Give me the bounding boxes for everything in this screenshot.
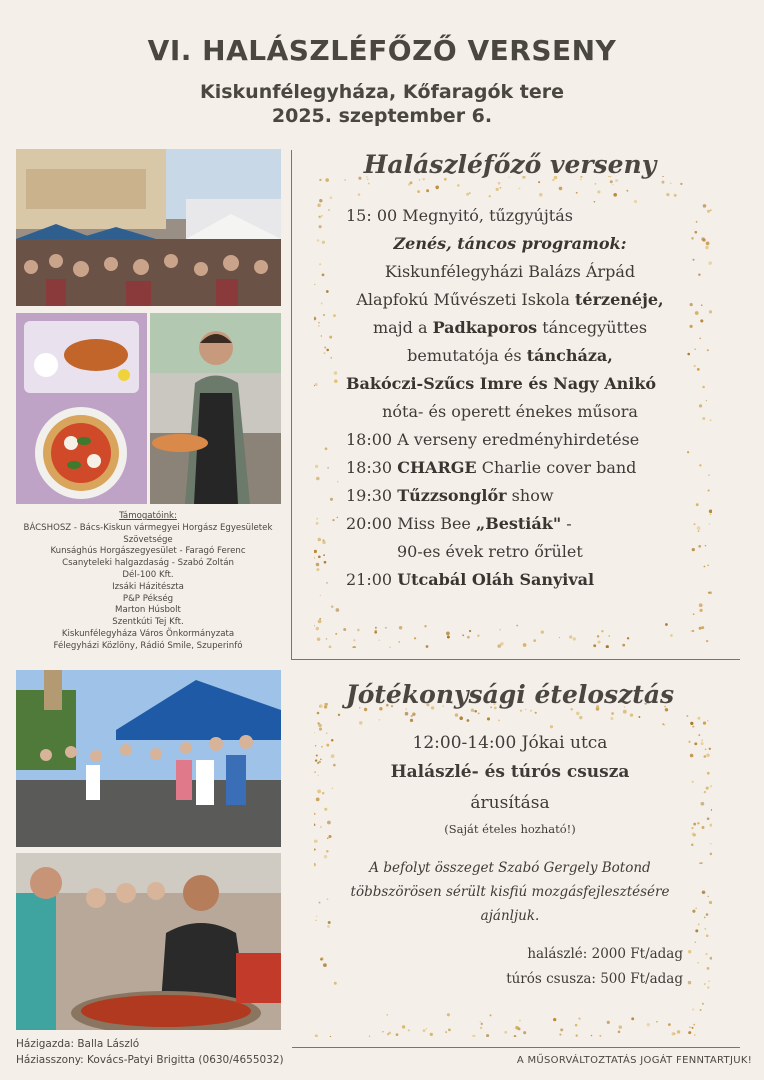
price-fish-soup: halászlé: 2000 Ft/adag: [527, 946, 683, 962]
program-line: Bakóczi-Szűcs Imre és Nagy Anikó: [346, 374, 657, 393]
charity-title: Jótékonysági ételosztás: [345, 680, 675, 709]
vertical-divider: [291, 150, 292, 660]
program-title: Halászléfőző verseny: [363, 150, 657, 179]
event-location: Kiskunfélegyháza, Kőfaragók tere: [199, 81, 564, 103]
supporter-item: BÁCSHOSZ - Bács-Kiskun vármegyei Horgász Egyesületek: [23, 522, 273, 533]
program-music-heading: Zenés, táncos programok:: [393, 234, 627, 253]
charity-sale: árusítása: [470, 793, 550, 813]
program-line: majd a Padkaporos táncegyüttes: [372, 318, 648, 337]
charity-paragraph: többszörösen sérült kisfiú mozgásfejlesztésére: [350, 884, 670, 900]
supporter-item: Szentkúti Tej Kft.: [112, 617, 184, 628]
program-miss-bee: 20:00 Miss Bee „Bestiák" -: [346, 514, 572, 533]
charity-paragraph: A befolyt összeget Szabó Gergely Botond: [369, 860, 651, 876]
program-line: 90-es évek retro őrület: [397, 542, 583, 561]
supporter-item: Izsáki Házitészta: [112, 581, 184, 592]
program-line: Kiskunfélegyházi Balázs Árpád: [384, 262, 636, 281]
supporters-list: [16, 511, 280, 653]
price-turos-csusza: túrós csusza: 500 Ft/adag: [506, 971, 683, 987]
event-date: 2025. szeptember 6.: [271, 105, 493, 127]
charity-time: 12:00-14:00 Jókai utca: [412, 733, 608, 753]
supporter-item: Félegyházi Közlöny, Rádió Smile, Szuperinfó: [53, 640, 243, 651]
page-title: VI. HALÁSZLÉFŐZŐ VERSENY: [147, 34, 617, 67]
program-line: Alapfokú Művészeti Iskola térzenéje,: [356, 290, 664, 309]
cooking-crowd-photo: [16, 853, 281, 1030]
program-charge: 18:30 CHARGE Charlie cover band: [346, 458, 637, 477]
supporter-item: Marton Húsbolt: [115, 605, 181, 616]
footer-hostess: Háziasszony: Kovács-Patyi Brigitta (0630/4655032): [16, 1054, 284, 1066]
footer-host: Házigazda: Balla László: [16, 1038, 140, 1050]
program-line: bemutatója és táncháza,: [407, 346, 613, 365]
program-street-ball: 21:00 Utcabál Oláh Sanyival: [346, 570, 595, 589]
footer-disclaimer: A MŰSORVÁLTOZTATÁS JOGÁT FENNTARTJUK!: [516, 1055, 752, 1066]
program-fire-juggler: 19:30 Tűzzsonglőr show: [346, 486, 554, 505]
charity-dish: Halászlé- és túrós csusza: [390, 762, 630, 782]
supporter-item: Szövetsége: [123, 534, 173, 545]
chef-with-fish-photo: [150, 313, 281, 504]
supporter-item: Kunsághús Horgászegyesület - Faragó Ferenc: [50, 546, 246, 557]
charity-note: (Saját ételes hozható!): [444, 822, 576, 836]
supporter-item: Kiskunfélegyháza Város Önkormányzata: [61, 628, 235, 639]
program-line: nóta- és operett énekes műsora: [382, 402, 638, 421]
charity-paragraph: ajánljuk.: [480, 908, 540, 924]
crowd-square-photo: [16, 149, 281, 306]
supporter-item: P&P Pékség: [122, 593, 174, 604]
street-crowd-photo: [16, 670, 281, 847]
supporter-item: Dél-100 Kft.: [122, 569, 174, 580]
supporters-heading: Támogatóink:: [119, 511, 177, 521]
horizontal-divider: [292, 659, 740, 660]
footer-divider: [292, 1047, 740, 1048]
fish-and-pizza-photo: [16, 313, 147, 504]
program-results: 18:00 A verseny eredményhirdetése: [346, 430, 640, 449]
supporter-item: Csanyteleki halgazdaság - Szabó Zoltán: [62, 558, 234, 569]
program-opening: 15: 00 Megnyitó, tűzgyújtás: [346, 206, 573, 225]
